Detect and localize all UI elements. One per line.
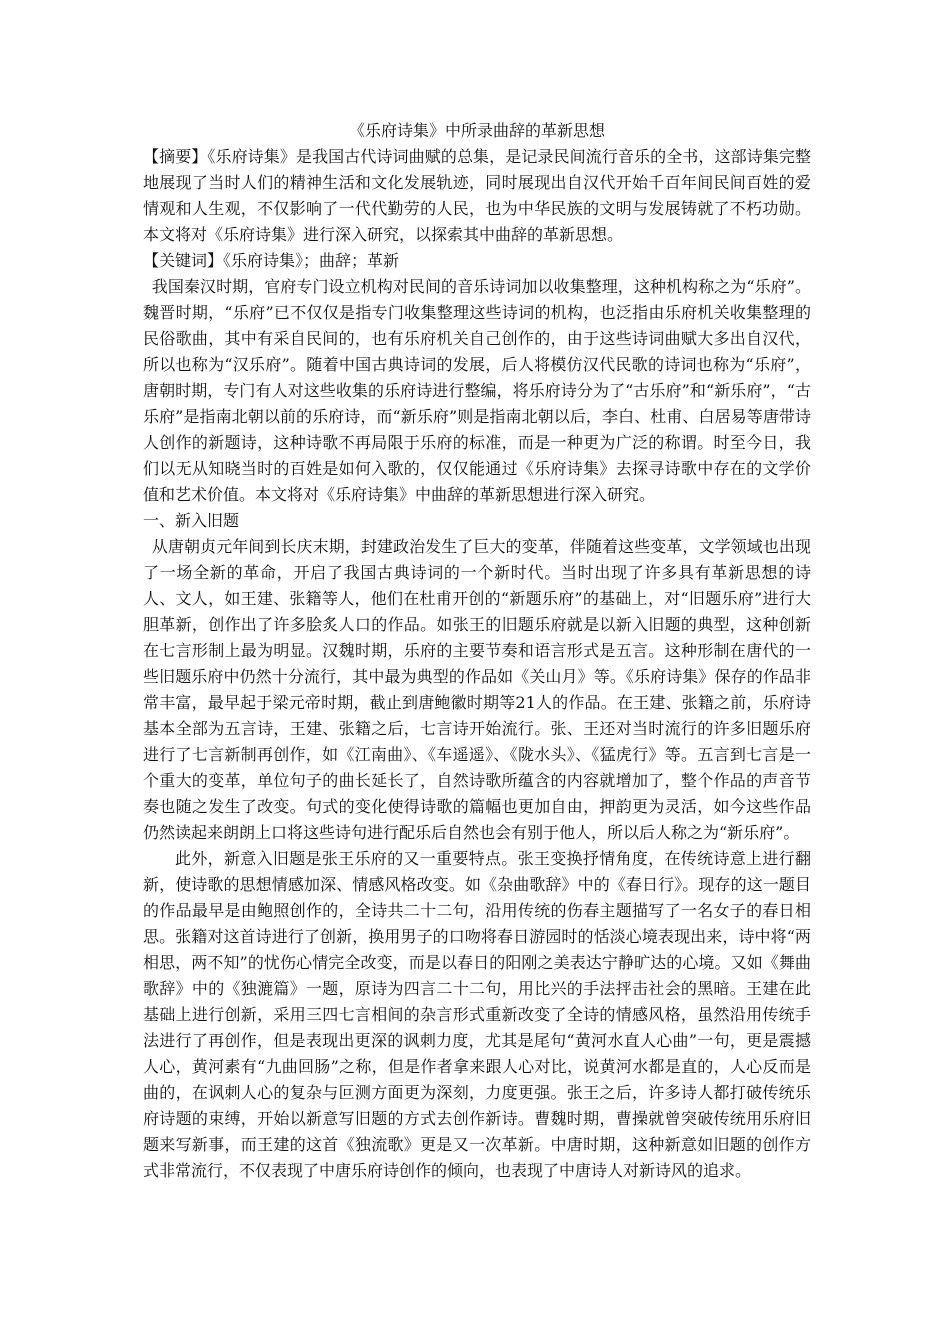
document-body	[143, 118, 811, 1184]
body-paragraph: 从唐朝贞元年间到长庆末期，封建政治发生了巨大的变革，伴随着这些变革，文学领域也出现了一场全新的革命，开启了我国古典诗词的一个新时代。当时出现了许多具有革新思想的诗人、文人，如王建、张籍等人，他们在杜甫开创的“新题乐府”的基础上，对“旧题乐府”进行大胆革新，创作出了许多脍炙人口的作品。如张王的旧题乐府就是以新入旧题的典型，这种创新在七言形制上最为明显。汉魏时期，乐府的主要节奏和语言形式是五言。这种形制在唐代的一些旧题乐府中仍然十分流行，其中最为典型的作品如《关山月》等。《乐府诗集》保存的作品非常丰富，最早起于梁元帝时期，截止到唐鲍徽时期等21人的作品。在王建、张籍之前，乐府诗基本全部为五言诗，王建、张籍之后，七言诗开始流行。张、王还对当时流行的许多旧题乐府进行了七言新制再创作，如《江南曲》、《车遥遥》、《陇水头》、《猛虎行》等。五言到七言是一个重大的变革，单位句子的曲长延长了，自然诗歌所蕴含的内容就增加了，整个作品的声音节奏也随之发生了改变。句式的变化使得诗歌的篇幅也更加自由，押韵更为灵活，如今这些作品仍然读起来朗朗上口将这些诗句进行配乐后自然也会有别于他人，所以后人称之为“新乐府”。	[143, 537, 811, 842]
section-heading: 一、新入旧题	[143, 511, 240, 530]
abstract-paragraph: 【摘要】《乐府诗集》是我国古代诗词曲赋的总集，是记录民间流行音乐的全书，这部诗集完整地展现了当时人们的精神生活和文化发展轨迹，同时展现出自汉代开始千百年间民间百姓的爱情观和人生观，不仅影响了一代代勤劳的人民，也为中华民族的文明与发展铸就了不朽功勋。本文将对《乐府诗集》进行深入研究，以探索其中曲辞的革新思想。	[143, 147, 811, 244]
body-paragraph: 此外，新意入旧题是张王乐府的又一重要特点。张王变换抒情角度，在传统诗意上进行翻新，使诗歌的思想情感加深、情感风格改变。如《杂曲歌辞》中的《春日行》。现存的这一题目的作品最早是由鲍照创作的，全诗共二十二句，沿用传统的伤春主题描写了一名女子的春日相思。张籍对这首诗进行了创新，换用男子的口吻将春日游园时的恬淡心境表现出来，诗中将“两相思，两不知”的忧伤心情完全改变，而是以春日的阳刚之美表达宁静旷达的心境。又如《舞曲歌辞》中的《独漉篇》一题，原诗为四言二十二句，用比兴的手法抨击社会的黑暗。王建在此基础上进行创新，采用三四七言相间的杂言形式重新改变了全诗的情感风格，虽然沿用传统手法进行了再创作，但是表现出更深的讽刺力度，尤其是尾句“黄河水直人心曲”一句，更是震撼人心，黄河素有“九曲回肠”之称，但是作者拿来跟人心对比，说黄河水都是直的，人心反而是曲的，在讽刺人心的复杂与叵测方面更为深刻，力度更强。张王之后，许多诗人都打破传统乐府诗题的束缚，开始以新意写旧题的方式去创作新诗。曹魏时期，曹操就曾突破传统用乐府旧题来写新事，而王建的这首《独流歌》更是又一次革新。中唐时期，这种新意如旧题的创作方式非常流行，不仅表现了中唐乐府诗创作的倾向，也表现了中唐诗人对新诗风的追求。	[143, 849, 811, 1180]
keywords-paragraph: 【关键词】《乐府诗集》；曲辞；革新	[143, 251, 400, 270]
document-title: 《乐府诗集》中所录曲辞的革新思想	[348, 121, 605, 140]
intro-paragraph: 我国秦汉时期，官府专门设立机构对民间的音乐诗词加以收集整理，这种机构称之为“乐府”。魏晋时期，“乐府”已不仅仅是指专门收集整理这些诗词的机构，也泛指由乐府机关收集整理的民俗歌曲，其中有采自民间的，也有乐府机关自己创作的，由于这些诗词曲赋大多出自汉代，所以也称为“汉乐府”。随着中国古典诗词的发展，后人将模仿汉代民歌的诗词也称为“乐府”，唐朝时期，专门有人对这些收集的乐府诗进行整编，将乐府诗分为了“古乐府”和“新乐府”，“古乐府”是指南北朝以前的乐府诗，而“新乐府”则是指南北朝以后，李白、杜甫、白居易等唐带诗人创作的新题诗，这种诗歌不再局限于乐府的标准，而是一种更为广泛的称谓。时至今日，我们以无从知晓当时的百姓是如何入歌的，仅仅能通过《乐府诗集》去探寻诗歌中存在的文学价值和艺术价值。本文将对《乐府诗集》中曲辞的革新思想进行深入研究。	[143, 277, 811, 504]
